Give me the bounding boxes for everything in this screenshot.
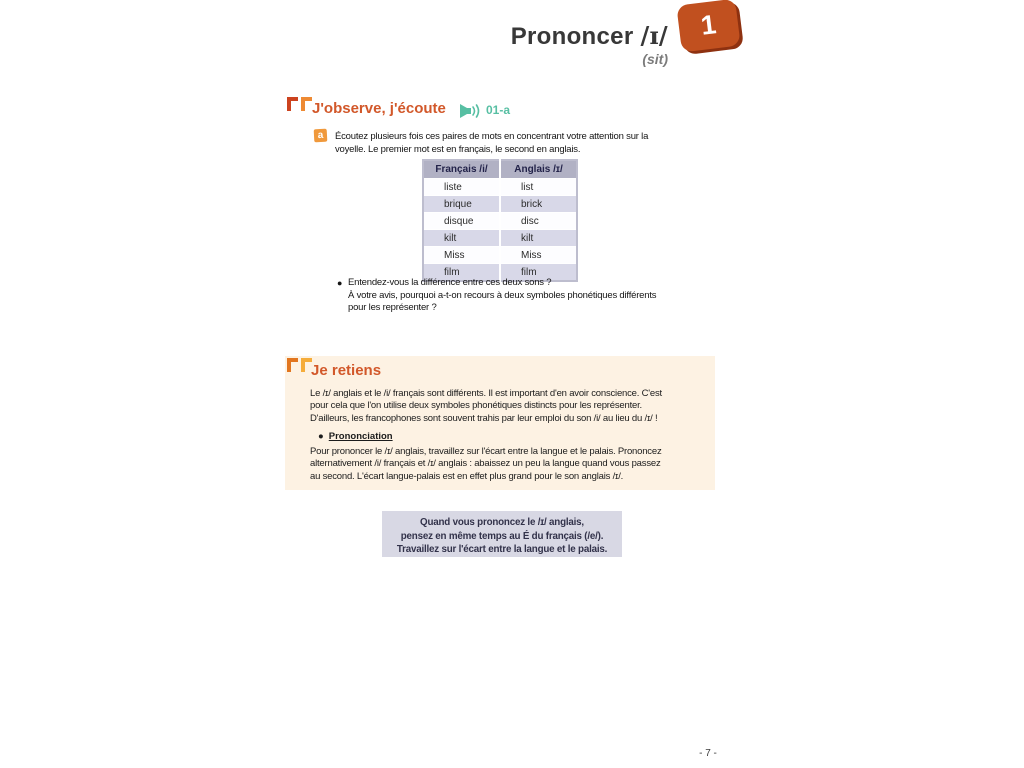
speaker-icon	[460, 103, 481, 124]
table-row	[423, 230, 577, 247]
english-word: disc	[500, 213, 577, 230]
title-phoneme: /ɪ/	[640, 21, 668, 50]
table-row	[423, 213, 577, 230]
retiens-paragraph-2	[310, 446, 710, 483]
unit-number-badge	[676, 0, 740, 52]
exercise-letter-badge: a	[314, 129, 328, 143]
paragraph-line: pour cela que l'on utilise deux symboles phonétiques distincts pour les représenter.	[310, 400, 642, 412]
question-line: À votre avis, pourquoi a-t-on recours à deux symboles phonétiques différents	[348, 289, 657, 301]
tip-line: pensez en même temps au É du français (/e/).	[400, 530, 604, 542]
pronunciation-tip-box	[382, 511, 622, 557]
instruction-line: Écoutez plusieurs fois ces paires de mots en concentrant votre attention sur la	[335, 131, 649, 142]
paragraph-line: D'ailleurs, les francophones sont souvent trahis par leur emploi du son /i/ au lieu du /ɪ/ !	[310, 412, 658, 424]
page-number: - 7 -	[699, 748, 717, 759]
question-line: Entendez-vous la différence entre ces deux sons ?	[348, 277, 552, 288]
je-retiens-box	[285, 356, 715, 490]
page-subtitle: (sit)	[642, 51, 668, 67]
exercise-instruction	[335, 130, 713, 156]
english-word: list	[500, 179, 577, 196]
paragraph-line: au second. L'écart langue-palais est en effet plus grand pour le son anglais /ɪ/.	[310, 470, 624, 482]
english-word: brick	[500, 196, 577, 213]
column-header-english: Anglais /ɪ/	[500, 160, 577, 179]
discussion-questions	[348, 277, 713, 315]
bullet-icon: ●	[337, 278, 343, 288]
section-brackets-icon	[287, 358, 312, 372]
table-header-row	[423, 160, 577, 179]
french-word: liste	[423, 179, 500, 196]
paragraph-line: alternativement /i/ français et /ɪ/ anglais : abaissez un peu la langue quand vous passez	[310, 458, 661, 470]
french-word: brique	[423, 196, 500, 213]
page-title	[420, 21, 668, 51]
french-word: Miss	[423, 247, 500, 264]
english-word: film	[500, 264, 577, 282]
tip-line: Quand vous prononcez le /ɪ/ anglais,	[420, 517, 584, 528]
section-brackets-icon	[287, 97, 312, 111]
paragraph-line: Le /ɪ/ anglais et le /i/ français sont différents. Il est important d'en avoir conscience. C'est	[310, 388, 662, 399]
table-row	[423, 179, 577, 196]
unit-number: 1	[699, 9, 718, 41]
table-row	[423, 247, 577, 264]
paragraph-line: Pour prononcer le /ɪ/ anglais, travaillez sur l'écart entre la langue et le palais. Prononcez	[310, 446, 662, 457]
table-row	[423, 196, 577, 213]
pronunciation-bullet	[318, 431, 393, 442]
column-header-french: Français /i/	[423, 160, 500, 179]
french-word: film	[423, 264, 500, 282]
question-line: pour les représenter ?	[348, 302, 437, 314]
page-title-text: Prononcer	[510, 23, 634, 50]
retiens-paragraph-1	[310, 388, 710, 425]
audio-track-label: 01-a	[486, 103, 511, 117]
pronunciation-title: Prononciation	[328, 431, 393, 442]
observe-section-heading: J'observe, j'écoute	[312, 100, 446, 117]
word-pairs-table	[422, 159, 578, 282]
bracket-icon	[301, 97, 312, 111]
french-word: disque	[423, 213, 500, 230]
bracket-icon	[287, 358, 298, 372]
bullet-icon: ●	[318, 431, 324, 442]
bracket-icon	[287, 97, 298, 111]
english-word: Miss	[500, 247, 577, 264]
french-word: kilt	[423, 230, 500, 247]
english-word: kilt	[500, 230, 577, 247]
tip-line: Travaillez sur l'écart entre la langue et le palais.	[396, 544, 608, 555]
instruction-line: voyelle. Le premier mot est en français, le second en anglais.	[335, 144, 581, 155]
retiens-section-heading: Je retiens	[311, 362, 382, 379]
